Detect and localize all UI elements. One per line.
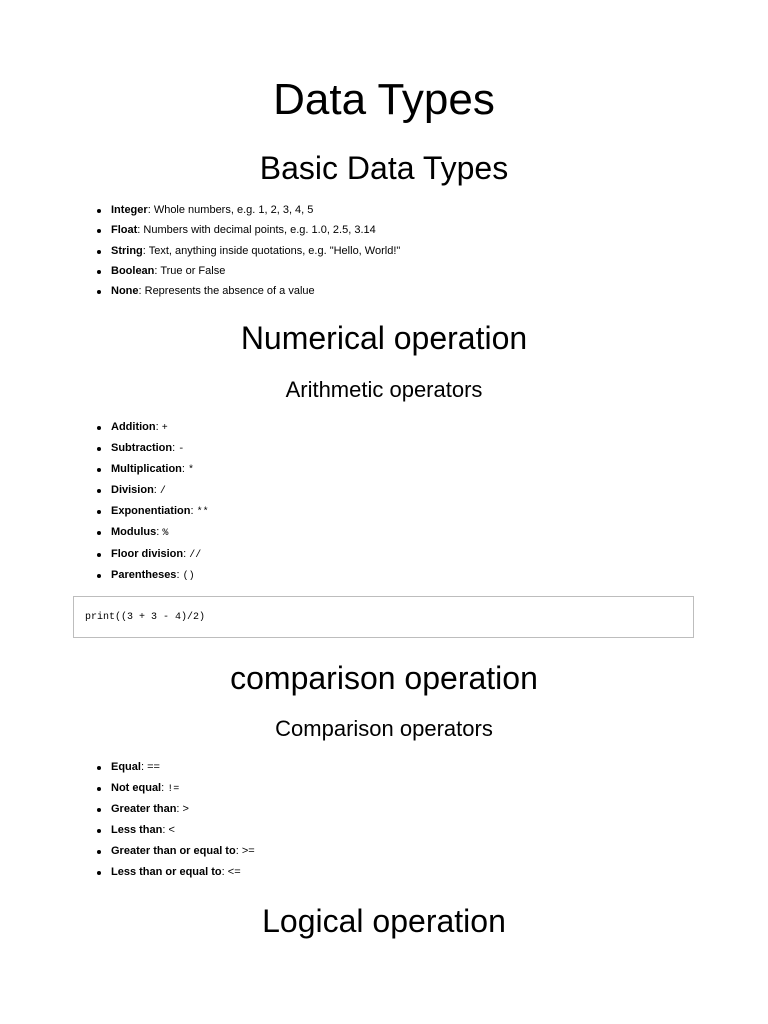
list-item-separator: :: [176, 803, 183, 815]
list-item-description: Whole numbers, e.g. 1, 2, 3, 4, 5: [153, 204, 314, 216]
operator-symbol: <=: [227, 866, 241, 878]
list-item: [0, 782, 255, 803]
list-item: [0, 265, 400, 285]
operator-symbol: **: [196, 507, 209, 519]
list-item: [0, 463, 209, 484]
list-item-separator: :: [176, 568, 183, 581]
list-item-term: Addition: [111, 421, 156, 433]
list-item-separator: :: [153, 484, 160, 497]
list-item-separator: :: [138, 285, 145, 298]
operator-symbol: /: [159, 486, 166, 498]
basic-data-types-list: [0, 204, 400, 305]
comparison-operation-heading: comparison operation: [230, 660, 538, 696]
list-item-term: Floor division: [111, 547, 184, 560]
list-item-separator: :: [172, 442, 179, 455]
logical-operation-heading: Logical operation: [262, 903, 506, 939]
list-item: [0, 442, 209, 463]
operator-symbol: >=: [241, 845, 255, 857]
list-item-separator: :: [161, 782, 168, 794]
list-item: [0, 845, 255, 866]
list-item: [0, 505, 209, 526]
list-item: [0, 484, 209, 505]
list-item: [0, 204, 400, 224]
operator-symbol: -: [178, 444, 185, 456]
list-item: [0, 803, 255, 824]
list-item-description: True or False: [160, 264, 226, 277]
arithmetic-operators-list: [0, 421, 209, 590]
list-item-term: Greater than or equal to: [111, 845, 236, 857]
list-item-term: Equal: [111, 761, 141, 773]
operator-symbol: (): [182, 570, 195, 582]
operator-symbol: %: [162, 528, 169, 540]
list-item-description: Text, anything inside quotations, e.g. "Hello, World!": [148, 244, 401, 257]
list-item-separator: :: [147, 204, 154, 216]
code-text: print((3 + 3 - 4)/2): [85, 612, 206, 623]
page-title: Data Types: [273, 75, 495, 124]
list-item-separator: :: [154, 264, 161, 277]
list-item: [0, 824, 255, 845]
list-item-term: Not equal: [111, 782, 162, 794]
list-item-term: Subtraction: [111, 442, 173, 455]
list-item-separator: :: [137, 224, 144, 237]
numerical-operation-heading: Numerical operation: [240, 320, 528, 356]
code-block: [73, 596, 694, 638]
list-item-term: Multiplication: [111, 463, 182, 476]
list-item-separator: :: [162, 824, 169, 836]
list-item: [0, 526, 209, 547]
list-item-term: Division: [111, 484, 154, 497]
list-item-term: Float: [111, 224, 138, 237]
list-item-separator: :: [235, 845, 242, 857]
list-item-term: Boolean: [111, 264, 155, 277]
operator-symbol: >: [182, 803, 189, 815]
list-item-separator: :: [142, 244, 149, 257]
list-item-term: Modulus: [111, 526, 157, 539]
list-item-description: Numbers with decimal points, e.g. 1.0, 2.5, 3.14: [143, 224, 376, 237]
list-item-term: Integer: [111, 204, 148, 216]
comparison-operators-heading: Comparison operators: [275, 716, 493, 741]
list-item-term: Greater than: [111, 803, 177, 815]
list-item: [0, 548, 209, 569]
list-item-term: Exponentiation: [111, 505, 191, 518]
list-item-term: String: [111, 244, 143, 257]
list-item: [0, 285, 400, 305]
list-item-term: Less than or equal to: [111, 866, 222, 878]
list-item: [0, 866, 255, 887]
operator-symbol: !=: [167, 784, 180, 795]
comparison-operators-list: [0, 761, 255, 887]
list-item-separator: :: [181, 463, 189, 476]
list-item: [0, 245, 400, 265]
list-item: [0, 761, 255, 782]
operator-symbol: <: [168, 824, 175, 836]
basic-data-types-heading: Basic Data Types: [259, 150, 509, 186]
list-item-separator: :: [190, 505, 197, 518]
list-item-separator: :: [156, 526, 163, 539]
list-item-description: Represents the absence of a value: [144, 285, 315, 298]
list-item-term: Less than: [111, 824, 163, 836]
operator-symbol: +: [161, 423, 168, 434]
list-item-separator: :: [183, 547, 190, 560]
list-item: [0, 224, 400, 244]
list-item: [0, 421, 209, 442]
list-item-separator: :: [140, 761, 148, 773]
list-item-term: None: [111, 285, 139, 298]
list-item-separator: :: [155, 421, 162, 433]
operator-symbol: ==: [147, 761, 160, 773]
operator-symbol: *: [188, 465, 195, 477]
list-item-term: Parentheses: [111, 568, 177, 581]
operator-symbol: //: [189, 549, 202, 561]
list-item-separator: :: [221, 866, 228, 878]
list-item: [0, 569, 209, 590]
arithmetic-operators-heading: Arithmetic operators: [285, 377, 483, 402]
